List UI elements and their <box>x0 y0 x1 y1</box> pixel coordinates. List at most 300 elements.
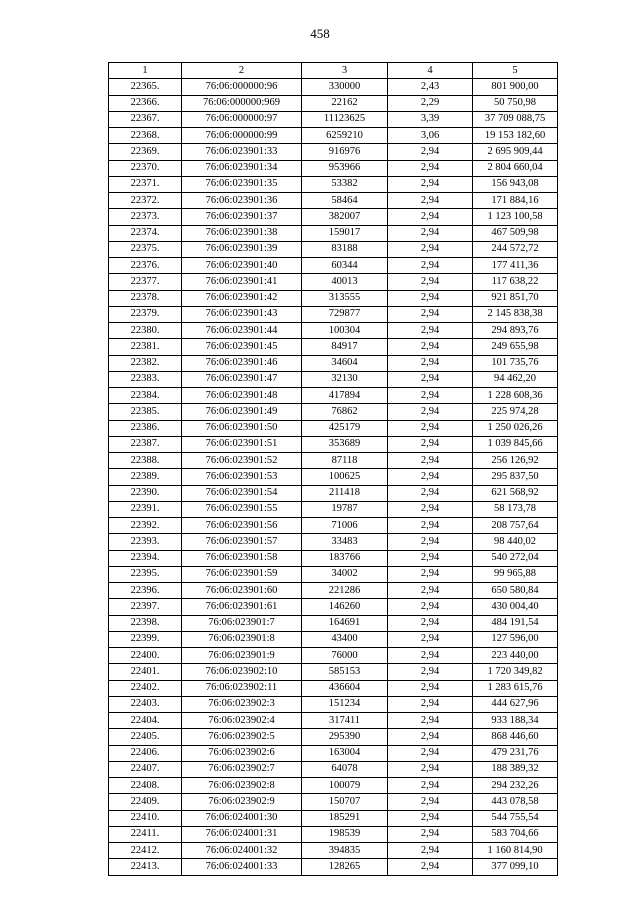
area-cell: 330000 <box>302 79 388 95</box>
area-cell: 34002 <box>302 566 388 582</box>
cadastral-number-cell: 76:06:023901:61 <box>182 599 302 615</box>
row-number-cell: 22379. <box>109 306 182 322</box>
row-number-cell: 22393. <box>109 534 182 550</box>
rate-cell: 2,94 <box>388 469 473 485</box>
row-number-cell: 22387. <box>109 436 182 452</box>
row-number-cell: 22378. <box>109 290 182 306</box>
rate-cell: 2,94 <box>388 518 473 534</box>
table-row <box>109 680 558 696</box>
cadastral-number-cell: 76:06:023901:44 <box>182 323 302 339</box>
table-row <box>109 241 558 257</box>
row-number-cell: 22367. <box>109 111 182 127</box>
cadastral-number-cell: 76:06:000000:97 <box>182 111 302 127</box>
rate-cell: 2,94 <box>388 420 473 436</box>
header-cell-1: 1 <box>109 63 182 79</box>
area-cell: 417894 <box>302 388 388 404</box>
table-row <box>109 290 558 306</box>
value-cell: 444 627,96 <box>473 696 558 712</box>
value-cell: 37 709 088,75 <box>473 111 558 127</box>
area-cell: 151234 <box>302 696 388 712</box>
table-row <box>109 453 558 469</box>
value-cell: 1 160 814,90 <box>473 843 558 859</box>
area-cell: 382007 <box>302 209 388 225</box>
rate-cell: 2,94 <box>388 404 473 420</box>
rate-cell: 2,94 <box>388 615 473 631</box>
header-cell-2: 2 <box>182 63 302 79</box>
rate-cell: 2,94 <box>388 339 473 355</box>
cadastral-number-cell: 76:06:023902:3 <box>182 696 302 712</box>
row-number-cell: 22365. <box>109 79 182 95</box>
cadastral-number-cell: 76:06:023901:50 <box>182 420 302 436</box>
area-cell: 953966 <box>302 160 388 176</box>
area-cell: 83188 <box>302 241 388 257</box>
cadastral-number-cell: 76:06:023901:52 <box>182 453 302 469</box>
table-row <box>109 371 558 387</box>
row-number-cell: 22392. <box>109 518 182 534</box>
cadastral-number-cell: 76:06:024001:31 <box>182 826 302 842</box>
cadastral-number-cell: 76:06:023901:7 <box>182 615 302 631</box>
row-number-cell: 22405. <box>109 729 182 745</box>
row-number-cell: 22377. <box>109 274 182 290</box>
table-row <box>109 404 558 420</box>
cadastral-number-cell: 76:06:023901:57 <box>182 534 302 550</box>
cadastral-number-cell: 76:06:023902:4 <box>182 713 302 729</box>
value-cell: 801 900,00 <box>473 79 558 95</box>
area-cell: 19787 <box>302 501 388 517</box>
table-row <box>109 843 558 859</box>
row-number-cell: 22411. <box>109 826 182 842</box>
cadastral-number-cell: 76:06:000000:969 <box>182 95 302 111</box>
row-number-cell: 22385. <box>109 404 182 420</box>
cadastral-number-cell: 76:06:023902:8 <box>182 778 302 794</box>
table-row <box>109 225 558 241</box>
value-cell: 223 440,00 <box>473 648 558 664</box>
row-number-cell: 22408. <box>109 778 182 794</box>
table-row <box>109 534 558 550</box>
data-table <box>108 62 558 876</box>
cadastral-number-cell: 76:06:023901:34 <box>182 160 302 176</box>
cadastral-number-cell: 76:06:023902:5 <box>182 729 302 745</box>
row-number-cell: 22407. <box>109 761 182 777</box>
area-cell: 87118 <box>302 453 388 469</box>
area-cell: 32130 <box>302 371 388 387</box>
cadastral-number-cell: 76:06:023901:39 <box>182 241 302 257</box>
cadastral-number-cell: 76:06:023901:33 <box>182 144 302 160</box>
value-cell: 225 974,28 <box>473 404 558 420</box>
value-cell: 99 965,88 <box>473 566 558 582</box>
table-row <box>109 583 558 599</box>
table-row <box>109 274 558 290</box>
table-row <box>109 696 558 712</box>
cadastral-number-cell: 76:06:023901:41 <box>182 274 302 290</box>
value-cell: 2 804 660,04 <box>473 160 558 176</box>
value-cell: 156 943,08 <box>473 176 558 192</box>
row-number-cell: 22394. <box>109 550 182 566</box>
cadastral-number-cell: 76:06:023901:37 <box>182 209 302 225</box>
rate-cell: 2,94 <box>388 225 473 241</box>
row-number-cell: 22400. <box>109 648 182 664</box>
row-number-cell: 22409. <box>109 794 182 810</box>
rate-cell: 2,94 <box>388 794 473 810</box>
row-number-cell: 22395. <box>109 566 182 582</box>
cadastral-number-cell: 76:06:023901:38 <box>182 225 302 241</box>
value-cell: 484 191,54 <box>473 615 558 631</box>
area-cell: 317411 <box>302 713 388 729</box>
row-number-cell: 22368. <box>109 128 182 144</box>
row-number-cell: 22371. <box>109 176 182 192</box>
area-cell: 183766 <box>302 550 388 566</box>
row-number-cell: 22386. <box>109 420 182 436</box>
row-number-cell: 22397. <box>109 599 182 615</box>
rate-cell: 2,94 <box>388 550 473 566</box>
area-cell: 58464 <box>302 193 388 209</box>
header-cell-5: 5 <box>473 63 558 79</box>
value-cell: 294 893,76 <box>473 323 558 339</box>
area-cell: 6259210 <box>302 128 388 144</box>
value-cell: 1 123 100,58 <box>473 209 558 225</box>
value-cell: 1 720 349,82 <box>473 664 558 680</box>
rate-cell: 2,94 <box>388 534 473 550</box>
row-number-cell: 22413. <box>109 859 182 875</box>
value-cell: 177 411,36 <box>473 258 558 274</box>
table-row <box>109 469 558 485</box>
area-cell: 34604 <box>302 355 388 371</box>
area-cell: 729877 <box>302 306 388 322</box>
cadastral-number-cell: 76:06:023901:55 <box>182 501 302 517</box>
area-cell: 128265 <box>302 859 388 875</box>
row-number-cell: 22372. <box>109 193 182 209</box>
area-cell: 53382 <box>302 176 388 192</box>
rate-cell: 2,94 <box>388 274 473 290</box>
cadastral-number-cell: 76:06:023901:46 <box>182 355 302 371</box>
cadastral-number-cell: 76:06:023901:43 <box>182 306 302 322</box>
table-row <box>109 128 558 144</box>
value-cell: 2 145 838,38 <box>473 306 558 322</box>
row-number-cell: 22401. <box>109 664 182 680</box>
area-cell: 353689 <box>302 436 388 452</box>
rate-cell: 2,94 <box>388 826 473 842</box>
cadastral-number-cell: 76:06:023902:10 <box>182 664 302 680</box>
page-number: 458 <box>310 26 330 41</box>
value-cell: 294 232,26 <box>473 778 558 794</box>
rate-cell: 2,94 <box>388 566 473 582</box>
cadastral-number-cell: 76:06:023901:9 <box>182 648 302 664</box>
cadastral-number-cell: 76:06:023902:7 <box>182 761 302 777</box>
rate-cell: 2,94 <box>388 778 473 794</box>
value-cell: 583 704,66 <box>473 826 558 842</box>
rate-cell: 2,94 <box>388 664 473 680</box>
header-cell-3: 3 <box>302 63 388 79</box>
cadastral-number-cell: 76:06:023901:60 <box>182 583 302 599</box>
row-number-cell: 22369. <box>109 144 182 160</box>
cadastral-number-cell: 76:06:023901:53 <box>182 469 302 485</box>
table-row <box>109 95 558 111</box>
row-number-cell: 22382. <box>109 355 182 371</box>
value-cell: 50 750,98 <box>473 95 558 111</box>
row-number-cell: 22384. <box>109 388 182 404</box>
area-cell: 40013 <box>302 274 388 290</box>
row-number-cell: 22399. <box>109 631 182 647</box>
row-number-cell: 22402. <box>109 680 182 696</box>
area-cell: 76862 <box>302 404 388 420</box>
cadastral-number-cell: 76:06:023901:59 <box>182 566 302 582</box>
cadastral-number-cell: 76:06:023901:51 <box>182 436 302 452</box>
rate-cell: 2,94 <box>388 810 473 826</box>
area-cell: 164691 <box>302 615 388 631</box>
area-cell: 163004 <box>302 745 388 761</box>
row-number-cell: 22391. <box>109 501 182 517</box>
value-cell: 1 039 845,66 <box>473 436 558 452</box>
table-row <box>109 258 558 274</box>
rate-cell: 3,39 <box>388 111 473 127</box>
table-row <box>109 729 558 745</box>
value-cell: 921 851,70 <box>473 290 558 306</box>
cadastral-number-cell: 76:06:023901:8 <box>182 631 302 647</box>
value-cell: 544 755,54 <box>473 810 558 826</box>
rate-cell: 3,06 <box>388 128 473 144</box>
rate-cell: 2,94 <box>388 583 473 599</box>
area-cell: 425179 <box>302 420 388 436</box>
value-cell: 127 596,00 <box>473 631 558 647</box>
table-row <box>109 111 558 127</box>
rate-cell: 2,94 <box>388 241 473 257</box>
value-cell: 2 695 909,44 <box>473 144 558 160</box>
rate-cell: 2,94 <box>388 355 473 371</box>
rate-cell: 2,94 <box>388 631 473 647</box>
table-row <box>109 436 558 452</box>
value-cell: 1 250 026,26 <box>473 420 558 436</box>
value-cell: 98 440,02 <box>473 534 558 550</box>
table-row <box>109 306 558 322</box>
value-cell: 868 446,60 <box>473 729 558 745</box>
table-row <box>109 550 558 566</box>
area-cell: 60344 <box>302 258 388 274</box>
value-cell: 171 884,16 <box>473 193 558 209</box>
value-cell: 1 228 608,36 <box>473 388 558 404</box>
rate-cell: 2,94 <box>388 176 473 192</box>
value-cell: 295 837,50 <box>473 469 558 485</box>
area-cell: 100625 <box>302 469 388 485</box>
row-number-cell: 22404. <box>109 713 182 729</box>
cadastral-number-cell: 76:06:023901:54 <box>182 485 302 501</box>
cadastral-number-cell: 76:06:023901:47 <box>182 371 302 387</box>
cadastral-number-cell: 76:06:023901:45 <box>182 339 302 355</box>
rate-cell: 2,94 <box>388 290 473 306</box>
rate-cell: 2,94 <box>388 371 473 387</box>
rate-cell: 2,94 <box>388 436 473 452</box>
table-row <box>109 761 558 777</box>
area-cell: 295390 <box>302 729 388 745</box>
row-number-cell: 22376. <box>109 258 182 274</box>
rate-cell: 2,43 <box>388 79 473 95</box>
rate-cell: 2,94 <box>388 258 473 274</box>
area-cell: 436604 <box>302 680 388 696</box>
table-row <box>109 810 558 826</box>
value-cell: 58 173,78 <box>473 501 558 517</box>
cadastral-number-cell: 76:06:023902:11 <box>182 680 302 696</box>
table-body <box>109 79 558 875</box>
rate-cell: 2,94 <box>388 713 473 729</box>
value-cell: 377 099,10 <box>473 859 558 875</box>
value-cell: 933 188,34 <box>473 713 558 729</box>
cadastral-number-cell: 76:06:024001:30 <box>182 810 302 826</box>
cadastral-number-cell: 76:06:023901:35 <box>182 176 302 192</box>
value-cell: 94 462,20 <box>473 371 558 387</box>
table-row <box>109 144 558 160</box>
table-row <box>109 566 558 582</box>
rate-cell: 2,94 <box>388 209 473 225</box>
row-number-cell: 22381. <box>109 339 182 355</box>
area-cell: 146260 <box>302 599 388 615</box>
area-cell: 185291 <box>302 810 388 826</box>
row-number-cell: 22389. <box>109 469 182 485</box>
row-number-cell: 22396. <box>109 583 182 599</box>
cadastral-number-cell: 76:06:023901:36 <box>182 193 302 209</box>
table-row <box>109 485 558 501</box>
table-row <box>109 745 558 761</box>
header-cell-4: 4 <box>388 63 473 79</box>
rate-cell: 2,94 <box>388 485 473 501</box>
rate-cell: 2,94 <box>388 501 473 517</box>
cadastral-number-cell: 76:06:023901:42 <box>182 290 302 306</box>
cadastral-number-cell: 76:06:024001:33 <box>182 859 302 875</box>
value-cell: 540 272,04 <box>473 550 558 566</box>
row-number-cell: 22398. <box>109 615 182 631</box>
rate-cell: 2,94 <box>388 761 473 777</box>
area-cell: 313555 <box>302 290 388 306</box>
value-cell: 256 126,92 <box>473 453 558 469</box>
rate-cell: 2,94 <box>388 193 473 209</box>
table-row <box>109 778 558 794</box>
row-number-cell: 22410. <box>109 810 182 826</box>
table-row <box>109 193 558 209</box>
table-row <box>109 79 558 95</box>
value-cell: 188 389,32 <box>473 761 558 777</box>
cadastral-number-cell: 76:06:023902:6 <box>182 745 302 761</box>
rate-cell: 2,94 <box>388 745 473 761</box>
cadastral-number-cell: 76:06:000000:99 <box>182 128 302 144</box>
row-number-cell: 22403. <box>109 696 182 712</box>
row-number-cell: 22388. <box>109 453 182 469</box>
row-number-cell: 22406. <box>109 745 182 761</box>
row-number-cell: 22380. <box>109 323 182 339</box>
area-cell: 211418 <box>302 485 388 501</box>
table-row <box>109 209 558 225</box>
row-number-cell: 22374. <box>109 225 182 241</box>
table-row <box>109 826 558 842</box>
rate-cell: 2,94 <box>388 453 473 469</box>
cadastral-number-cell: 76:06:023901:48 <box>182 388 302 404</box>
area-cell: 33483 <box>302 534 388 550</box>
area-cell: 11123625 <box>302 111 388 127</box>
value-cell: 208 757,64 <box>473 518 558 534</box>
value-cell: 430 004,40 <box>473 599 558 615</box>
rate-cell: 2,29 <box>388 95 473 111</box>
area-cell: 64078 <box>302 761 388 777</box>
cadastral-number-cell: 76:06:023901:56 <box>182 518 302 534</box>
value-cell: 101 735,76 <box>473 355 558 371</box>
cadastral-number-cell: 76:06:000000:96 <box>182 79 302 95</box>
row-number-cell: 22366. <box>109 95 182 111</box>
value-cell: 117 638,22 <box>473 274 558 290</box>
row-number-cell: 22390. <box>109 485 182 501</box>
table-row <box>109 631 558 647</box>
rate-cell: 2,94 <box>388 323 473 339</box>
row-number-cell: 22412. <box>109 843 182 859</box>
rate-cell: 2,94 <box>388 843 473 859</box>
table-row <box>109 420 558 436</box>
row-number-cell: 22383. <box>109 371 182 387</box>
rate-cell: 2,94 <box>388 696 473 712</box>
value-cell: 1 283 615,76 <box>473 680 558 696</box>
table-row <box>109 160 558 176</box>
cadastral-number-cell: 76:06:023901:58 <box>182 550 302 566</box>
table-row <box>109 599 558 615</box>
table-row <box>109 648 558 664</box>
value-cell: 244 572,72 <box>473 241 558 257</box>
table-row <box>109 859 558 875</box>
table-header <box>109 63 558 79</box>
value-cell: 19 153 182,60 <box>473 128 558 144</box>
area-cell: 150707 <box>302 794 388 810</box>
cadastral-number-cell: 76:06:024001:32 <box>182 843 302 859</box>
rate-cell: 2,94 <box>388 144 473 160</box>
value-cell: 621 568,92 <box>473 485 558 501</box>
value-cell: 467 509,98 <box>473 225 558 241</box>
table-row <box>109 518 558 534</box>
table-row <box>109 794 558 810</box>
table-row <box>109 176 558 192</box>
rate-cell: 2,94 <box>388 599 473 615</box>
rate-cell: 2,94 <box>388 160 473 176</box>
rate-cell: 2,94 <box>388 388 473 404</box>
area-cell: 100304 <box>302 323 388 339</box>
table-row <box>109 388 558 404</box>
row-number-cell: 22370. <box>109 160 182 176</box>
rate-cell: 2,94 <box>388 306 473 322</box>
cadastral-number-cell: 76:06:023901:40 <box>182 258 302 274</box>
table-row <box>109 355 558 371</box>
row-number-cell: 22373. <box>109 209 182 225</box>
table-row <box>109 339 558 355</box>
area-cell: 76000 <box>302 648 388 664</box>
rate-cell: 2,94 <box>388 680 473 696</box>
area-cell: 84917 <box>302 339 388 355</box>
value-cell: 249 655,98 <box>473 339 558 355</box>
header-row <box>109 63 558 79</box>
cadastral-number-cell: 76:06:023902:9 <box>182 794 302 810</box>
table-row <box>109 664 558 680</box>
area-cell: 22162 <box>302 95 388 111</box>
table-row <box>109 323 558 339</box>
value-cell: 479 231,76 <box>473 745 558 761</box>
area-cell: 100079 <box>302 778 388 794</box>
row-number-cell: 22375. <box>109 241 182 257</box>
area-cell: 198539 <box>302 826 388 842</box>
value-cell: 650 580,84 <box>473 583 558 599</box>
value-cell: 443 078,58 <box>473 794 558 810</box>
area-cell: 585153 <box>302 664 388 680</box>
rate-cell: 2,94 <box>388 859 473 875</box>
table-row <box>109 713 558 729</box>
table-row <box>109 501 558 517</box>
area-cell: 221286 <box>302 583 388 599</box>
table-row <box>109 615 558 631</box>
rate-cell: 2,94 <box>388 729 473 745</box>
rate-cell: 2,94 <box>388 648 473 664</box>
area-cell: 916976 <box>302 144 388 160</box>
area-cell: 43400 <box>302 631 388 647</box>
